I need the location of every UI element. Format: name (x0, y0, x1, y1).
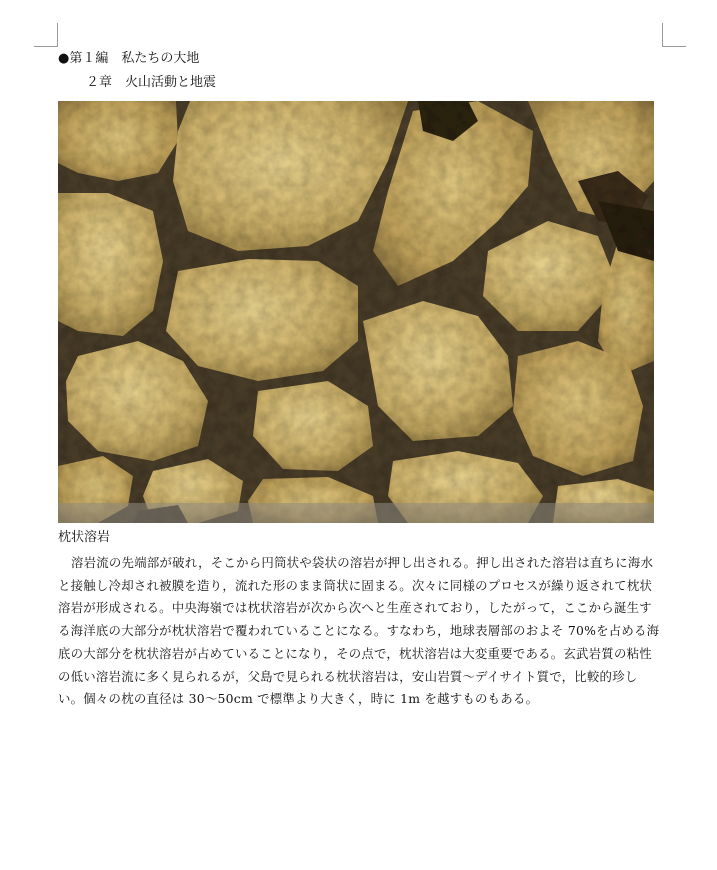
pillow-lava-photo (58, 101, 654, 523)
crop-mark-top-left-vertical (57, 23, 58, 47)
chapter-heading: ２章 火山活動と地震 (86, 75, 217, 90)
crop-mark-top-right-horizontal (662, 46, 686, 47)
crop-mark-top-left-horizontal (34, 46, 58, 47)
figure-caption: 枕状溶岩 (58, 530, 111, 545)
crop-mark-top-right-vertical (662, 23, 663, 47)
body-paragraph: 溶岩流の先端部が破れ，そこから円筒状や袋状の溶岩が押し出される。押し出された溶岩は直ちに海水と接触し冷却され被膜を造り，流れた形のまま筒状に固まる。次々に同様のプロセスが繰り返されて枕状溶岩が形成される。中央海嶺では枕状溶岩が次から次へと生産されており，したがって，ここから誕生する海洋底の大部分が枕状溶岩で覆われていることになる。すなわち，地球表層部のおよそ 70%を占める海底の大部分を枕状溶岩が占めていることになり，その点で，枕状溶岩は大変重要である。玄武岩質の粘性の低い溶岩流に多く見られるが，父島で見られる枕状溶岩は，安山岩質～デイサイト質で，比較的珍しい。個々の枕の直径は 30～50cm で標準より大きく，時に 1m を越すものもある。 (58, 555, 660, 707)
part-heading: ●第１編 私たちの大地 (58, 51, 200, 66)
